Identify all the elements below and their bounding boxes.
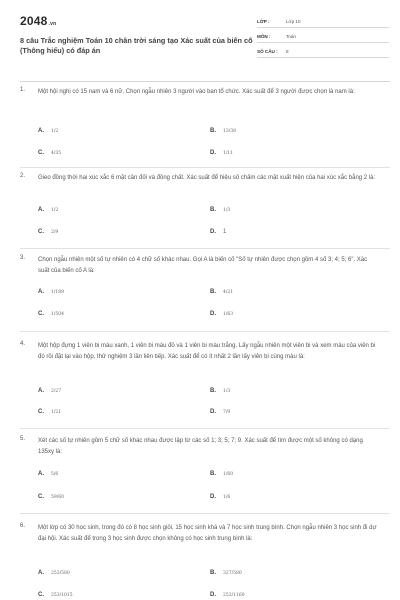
question-divider — [20, 248, 390, 249]
option-a[interactable] — [38, 128, 58, 134]
option-value: 1/2 — [51, 128, 59, 134]
question-divider — [20, 331, 390, 332]
question-number: 1. — [20, 87, 26, 93]
option-c[interactable] — [38, 150, 61, 156]
option-value: 2/27 — [51, 388, 62, 394]
option-letter: A. — [38, 570, 44, 576]
question-number: 6. — [20, 523, 26, 529]
option-letter: C. — [38, 494, 44, 500]
option-value: 1/21 — [51, 409, 62, 415]
question-number: 2. — [20, 173, 26, 179]
option-value: 1 — [223, 229, 227, 235]
option-b[interactable] — [210, 388, 230, 394]
question-divider — [20, 167, 390, 168]
option-b[interactable] — [210, 570, 242, 576]
option-letter: A. — [38, 128, 44, 134]
meta-key: MÔN : — [257, 34, 271, 39]
option-letter: C. — [38, 150, 44, 156]
question-text: Một hộp đựng 1 viên bi màu xanh, 1 viên bi màu đỏ và 1 viên bi màu trắng. Lấy ngẫu nhiên một viên bi và xem màu của viên bi đó rồi đặt lại vào hộp, thử nghiệm 3 lần liên tiếp. Xác suất để có ít nhất 2 lần lấy viên bi cùng màu là: — [38, 343, 376, 360]
option-letter: C. — [38, 229, 44, 235]
option-value: 1/63 — [223, 311, 234, 317]
meta-table — [257, 16, 389, 61]
option-letter: B. — [210, 128, 216, 134]
option-value: 1/3 — [223, 388, 231, 394]
option-value: 253/580 — [51, 570, 70, 576]
option-letter: B. — [210, 388, 216, 394]
meta-row-subject — [257, 31, 389, 43]
header-divider — [20, 81, 390, 82]
site-logo[interactable] — [20, 14, 56, 28]
option-value: 13/38 — [223, 128, 236, 134]
option-value: 7/9 — [223, 409, 231, 415]
option-value: 4/35 — [51, 150, 62, 156]
question-divider — [20, 428, 390, 429]
option-a[interactable] — [38, 289, 64, 295]
option-letter: D. — [210, 409, 216, 415]
option-value: 253/1015 — [51, 592, 73, 598]
option-a[interactable] — [38, 471, 58, 477]
option-value: 4/21 — [223, 289, 234, 295]
meta-row-count — [257, 46, 389, 58]
option-letter: B. — [210, 207, 216, 213]
option-letter: D. — [210, 229, 216, 235]
option-a[interactable] — [38, 570, 70, 576]
option-c[interactable] — [38, 592, 73, 598]
question-text: Một hội nghị có 15 nam và 6 nữ. Chọn ngẫu nhiên 3 người vào ban tổ chức. Xác suất để 3 người được chọn là nam là: — [38, 89, 355, 95]
option-letter: A. — [38, 289, 44, 295]
question-text: Chọn ngẫu nhiên một số tự nhiên có 4 chữ số khác nhau. Gọi A là biến cố "Số tự nhiên được chọn gồm 4 số 3; 4; 5; 6". Xác suất của biến cố A là: — [38, 257, 368, 274]
option-letter: B. — [210, 289, 216, 295]
meta-value: Lớp 10 — [286, 19, 301, 24]
question-number: 4. — [20, 341, 26, 347]
question-divider — [20, 513, 390, 514]
option-c[interactable] — [38, 409, 61, 415]
document-title: 8 câu Trắc nghiệm Toán 10 chân trời sáng tạo Xác suất của biến cố (Thông hiểu) có đáp án — [20, 36, 253, 55]
logo-text: 2048 — [20, 14, 48, 28]
option-letter: C. — [38, 311, 44, 317]
meta-key: SỐ CÂU : — [257, 49, 278, 54]
option-value: 1/3 — [223, 207, 231, 213]
option-b[interactable] — [210, 289, 233, 295]
option-value: 1/2 — [51, 207, 59, 213]
option-value: 253/1160 — [223, 592, 245, 598]
option-letter: B. — [210, 570, 216, 576]
question-text: Gieo đồng thời hai xúc xắc 6 mặt cân đối và đồng chất. Xác suất để hiệu số chấm các mặt xuất hiện của hai xúc xắc bằng 2 là: — [38, 175, 376, 181]
option-b[interactable] — [210, 207, 230, 213]
option-letter: D. — [210, 150, 216, 156]
option-value: 1/11 — [223, 150, 234, 156]
question-number: 3. — [20, 255, 26, 261]
option-value: 5/6 — [51, 471, 59, 477]
option-d[interactable] — [210, 592, 245, 598]
option-value: 2/9 — [51, 229, 59, 235]
question-text: Xét các số tự nhiên gồm 5 chữ số khác nhau được lập từ các số 1; 3; 5; 7; 9. Xác suất để tìm được một số không có dạng 135xy là: — [38, 438, 363, 455]
option-value: 1/189 — [51, 289, 64, 295]
option-d[interactable] — [210, 229, 226, 235]
meta-row-class — [257, 16, 389, 28]
option-d[interactable] — [210, 409, 230, 415]
option-a[interactable] — [38, 388, 61, 394]
option-value: 327/580 — [223, 570, 242, 576]
option-c[interactable] — [38, 229, 58, 235]
option-b[interactable] — [210, 128, 236, 134]
meta-value: Toán — [286, 34, 296, 39]
option-b[interactable] — [210, 471, 233, 477]
document-header — [12, 12, 390, 78]
option-d[interactable] — [210, 494, 230, 500]
option-d[interactable] — [210, 150, 233, 156]
option-value: 59/60 — [51, 494, 64, 500]
question-number: 5. — [20, 436, 26, 442]
option-c[interactable] — [38, 311, 64, 317]
option-value: 1/6 — [223, 494, 231, 500]
document-page — [12, 12, 390, 598]
option-letter: A. — [38, 471, 44, 477]
option-letter: B. — [210, 471, 216, 477]
option-letter: D. — [210, 592, 216, 598]
option-letter: A. — [38, 207, 44, 213]
option-letter: D. — [210, 311, 216, 317]
option-value: 1/60 — [223, 471, 234, 477]
question-text: Một lớp có 30 học sinh, trong đó có 8 học sinh giỏi, 15 học sinh khá và 7 học sinh trung bình. Chọn ngẫu nhiên 3 học sinh đi dự đại hội. Xác suất để trong 3 học sinh được chọn không có học sinh trung bình là: — [38, 525, 377, 542]
logo-suffix: .vn — [48, 21, 57, 27]
meta-value: 8 — [286, 49, 289, 54]
option-c[interactable] — [38, 494, 64, 500]
option-letter: A. — [38, 388, 44, 394]
option-letter: C. — [38, 409, 44, 415]
meta-key: LỚP : — [257, 19, 270, 24]
option-d[interactable] — [210, 311, 233, 317]
option-value: 1/504 — [51, 311, 64, 317]
option-letter: C. — [38, 592, 44, 598]
option-a[interactable] — [38, 207, 58, 213]
option-letter: D. — [210, 494, 216, 500]
